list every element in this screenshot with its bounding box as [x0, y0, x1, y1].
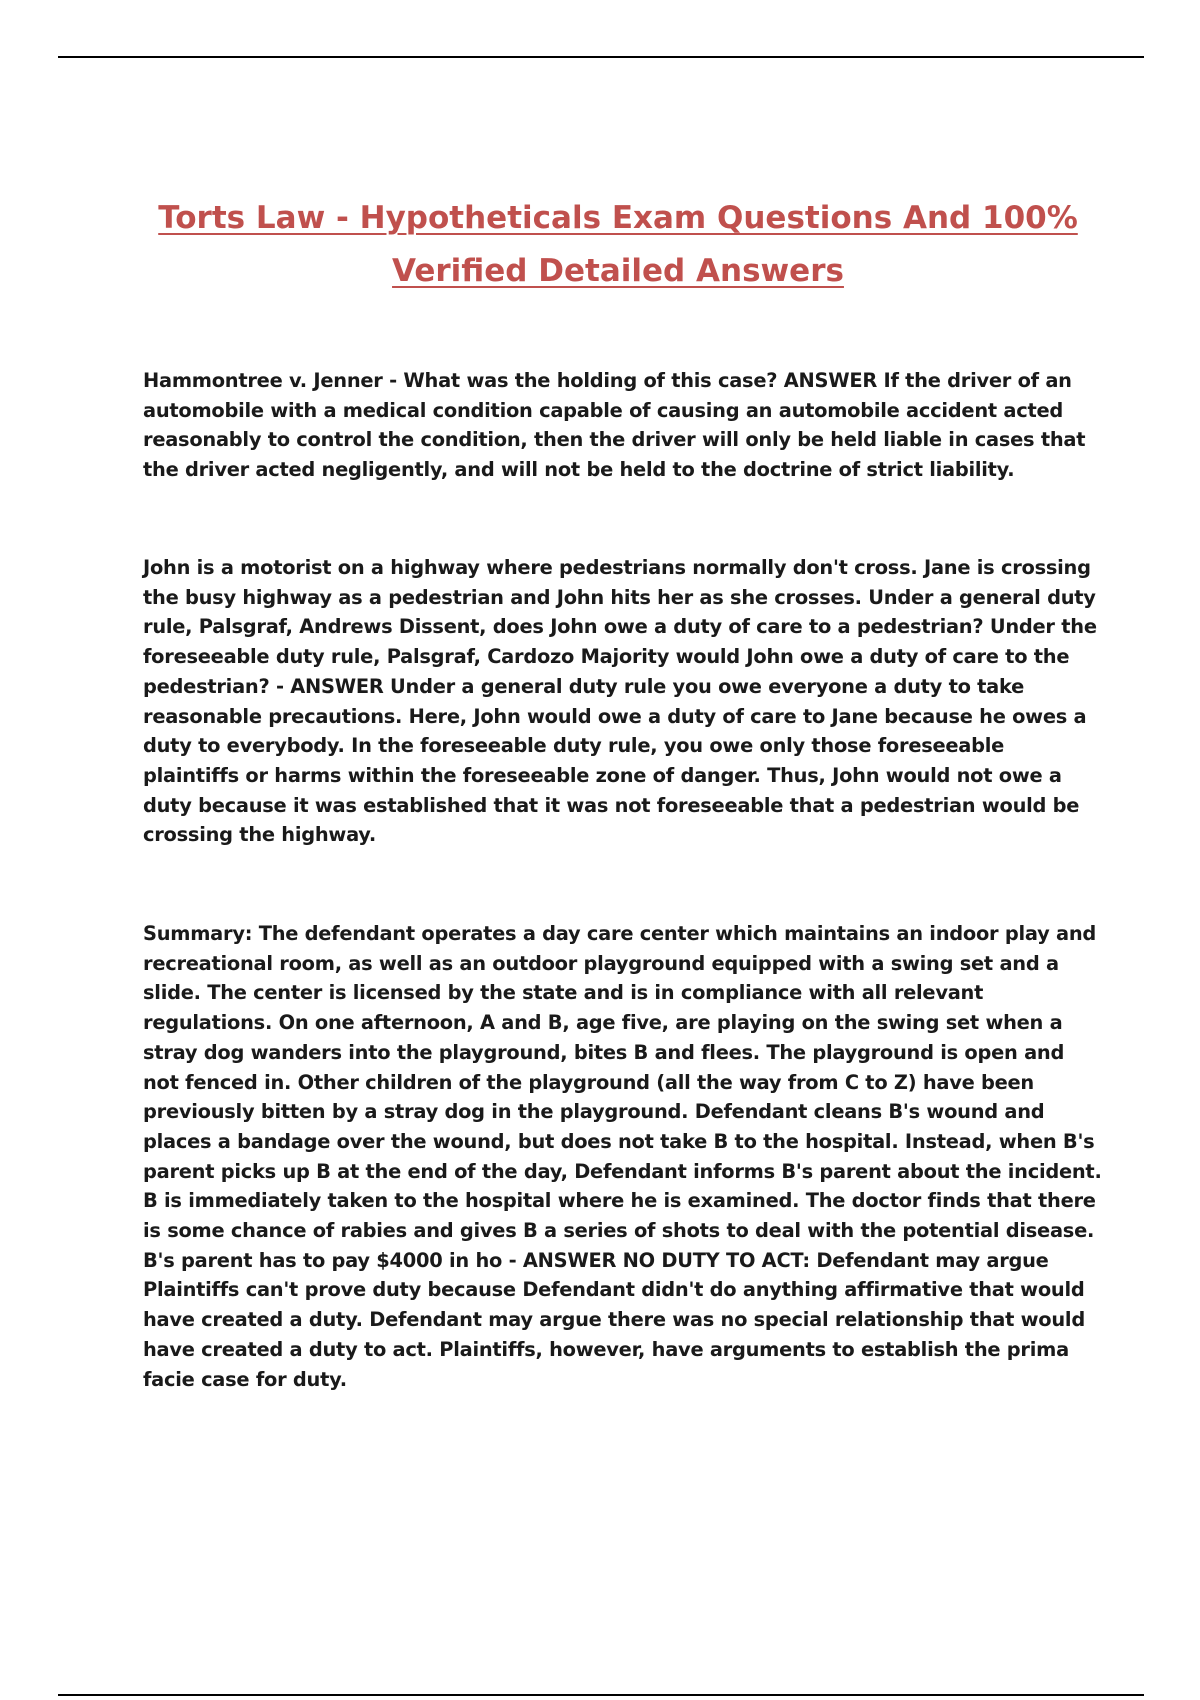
top-rule: [58, 56, 1144, 58]
bottom-rule: [58, 1694, 1144, 1696]
qa-paragraph-hammontree: Hammontree v. Jenner - What was the holding of this case? ANSWER If the driver of an automobile with a medical condition capable of causing an automobile accident acted reasonably to control the condition, then the driver will only be held liable in cases that the driver acted negligently, and will not be held to the doctrine of strict liability.: [143, 369, 1086, 482]
qa-paragraph-daycare: Summary: The defendant operates a day care center which maintains an indoor play and recreational room, as well as an outdoor playground equipped with a swing set and a slide. The center is licensed by the state and is in compliance with all relevant regulations. On one afternoon, A and B, age five, are playing on the swing set when a stray dog wanders into the playground, bites B and flees. The playground is open and not fenced in. Other children of the playground (all the way from C to Z) have been previously bitten by a stray dog in the playground. Defendant cleans B's wound and places a bandage over the wound, but does not take B to the hospital. Instead, when B's parent picks up B at the end of the day, Defendant informs B's parent about the incident. B is immediately taken to the hospital where he is examined. The doctor finds that there is some chance of rabies and gives B a series of shots to deal with the potential disease. B's parent has to pay $4000 in ho - ANSWER NO DUTY TO ACT: Defendant may argue Plaintiffs can't prove duty because Defendant didn't do anything affirmative that would have created a duty. Defendant may argue there was no special relationship that would have created a duty to act. Plaintiffs, however, have arguments to establish the prima facie case for duty.: [143, 922, 1102, 1391]
document-title: [100, 192, 1136, 298]
qa-paragraph-palsgraf: John is a motorist on a highway where pedestrians normally don't cross. Jane is crossing the busy highway as a pedestrian and John hits her as she crosses. Under a general duty rule, Palsgraf, Andrews Dissent, does John owe a duty of care to a pedestrian? Under the foreseeable duty rule, Palsgraf, Cardozo Majority would John owe a duty of care to the pedestrian? - ANSWER Under a general duty rule you owe everyone a duty to take reasonable precautions. Here, John would owe a duty of care to Jane because he owes a duty to everybody. In the foreseeable duty rule, you owe only those foreseeable plaintiffs or harms within the foreseeable zone of danger. Thus, John would not owe a duty because it was established that it was not foreseeable that a pedestrian would be crossing the highway.: [143, 556, 1097, 847]
title-line-2: Verified Detailed Answers: [392, 253, 844, 289]
title-line-1: Torts Law - Hypotheticals Exam Questions And 100%: [158, 200, 1078, 236]
